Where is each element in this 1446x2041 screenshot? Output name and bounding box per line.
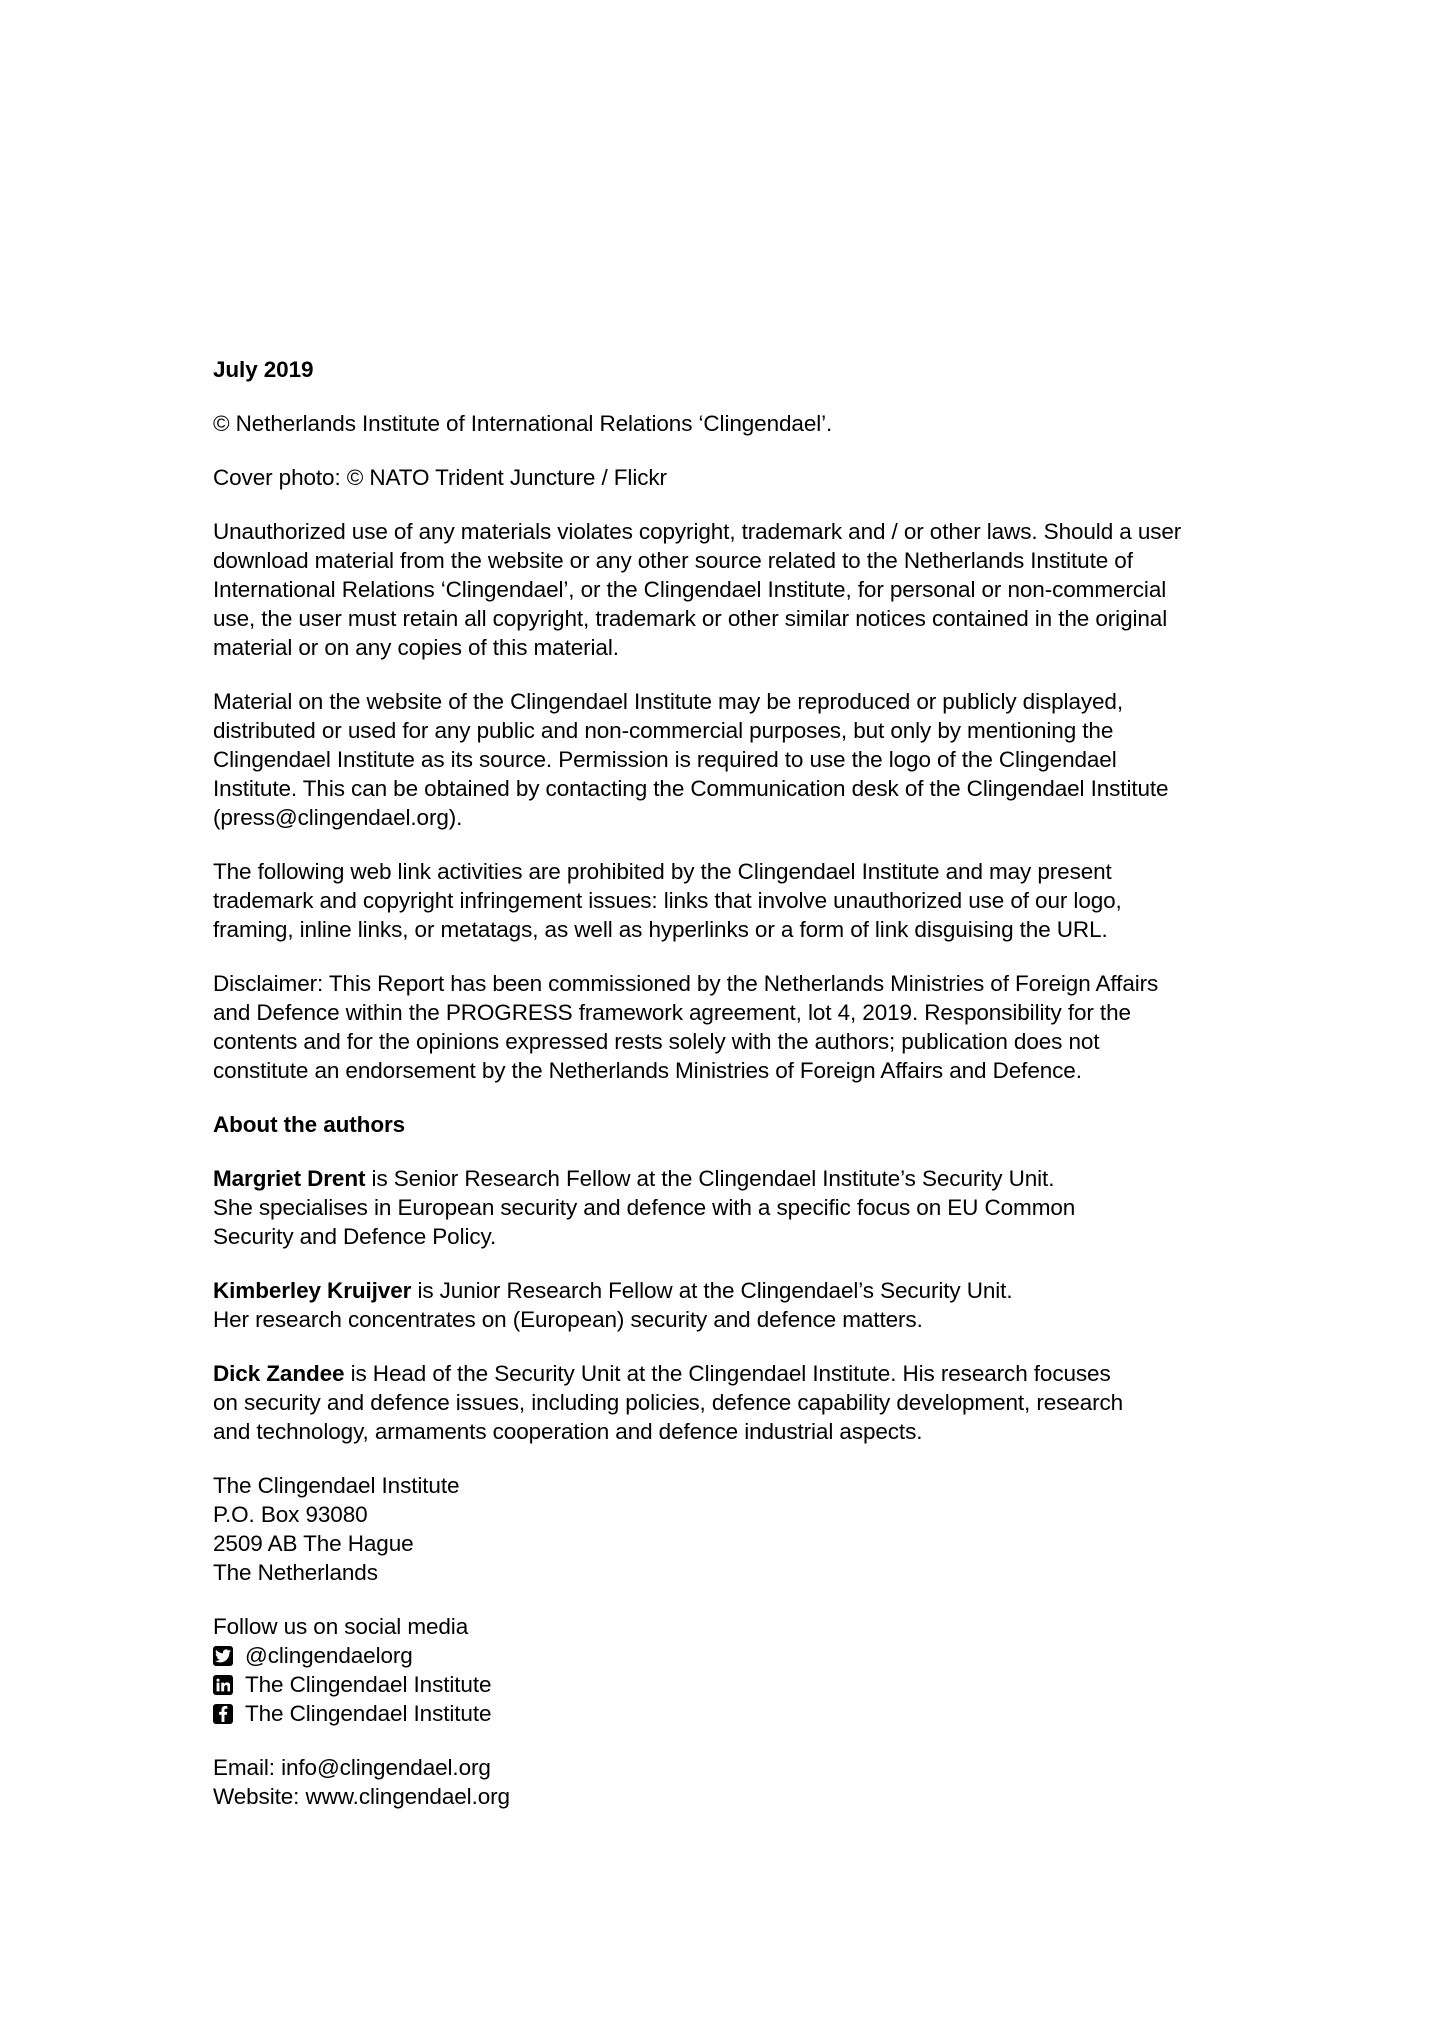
paragraph-line: International Relations ‘Clingendael’, or the Clingendael Institute, for personal or non-commercial xyxy=(213,577,1167,602)
paragraph-line: material or on any copies of this material. xyxy=(213,635,619,660)
paragraph-line: The following web link activities are prohibited by the Clingendael Institute and may present xyxy=(213,859,1112,884)
address-line: The Netherlands xyxy=(213,1560,378,1585)
date-text: July 2019 xyxy=(213,357,314,382)
paragraph-line: trademark and copyright infringement issues: links that involve unauthorized use of our logo, xyxy=(213,888,1122,913)
author-bio-text: Her research concentrates on (European) security and defence matters. xyxy=(213,1307,923,1332)
author-bio xyxy=(213,1276,1253,1334)
cover-photo-text: Cover photo: © NATO Trident Juncture / Flickr xyxy=(213,465,667,490)
twitter-icon xyxy=(213,1646,233,1666)
social-label: The Clingendael Institute xyxy=(245,1672,492,1697)
publication-date xyxy=(213,355,1253,384)
paragraph-line: contents and for the opinions expressed rests solely with the authors; publication does not xyxy=(213,1029,1100,1054)
social-media xyxy=(213,1612,1253,1728)
address-line: P.O. Box 93080 xyxy=(213,1502,368,1527)
paragraph-line: constitute an endorsement by the Netherlands Ministries of Foreign Affairs and Defence. xyxy=(213,1058,1082,1083)
section-heading: About the authors xyxy=(213,1112,406,1137)
social-label: @clingendaelorg xyxy=(245,1643,413,1668)
linkedin-icon xyxy=(213,1675,233,1695)
email-link[interactable]: Email: info@clingendael.org xyxy=(213,1755,491,1780)
paragraph-line: framing, inline links, or metatags, as well as hyperlinks or a form of link disguising the URL. xyxy=(213,917,1108,942)
author-bio-text: on security and defence issues, including policies, defence capability development, research xyxy=(213,1390,1124,1415)
copyright-notice xyxy=(213,409,1253,438)
paragraph-line: and Defence within the PROGRESS framework agreement, lot 4, 2019. Responsibility for the xyxy=(213,1000,1131,1025)
author-bio-text: is Head of the Security Unit at the Clingendael Institute. His research focuses xyxy=(344,1361,1111,1386)
postal-address xyxy=(213,1471,1253,1587)
author-bio xyxy=(213,1164,1253,1251)
facebook-icon xyxy=(213,1704,233,1724)
material-reuse-paragraph xyxy=(213,687,1253,832)
about-authors-heading xyxy=(213,1110,1253,1139)
disclaimer-paragraph xyxy=(213,969,1253,1085)
author-bio-text: Security and Defence Policy. xyxy=(213,1224,497,1249)
address-line: 2509 AB The Hague xyxy=(213,1531,414,1556)
contact-info xyxy=(213,1753,1253,1811)
paragraph-line: Unauthorized use of any materials violates copyright, trademark and / or other laws. Should a user xyxy=(213,519,1182,544)
paragraph-line: use, the user must retain all copyright, trademark or other similar notices contained in the original xyxy=(213,606,1168,631)
weblink-policy-paragraph xyxy=(213,857,1253,944)
social-twitter-link[interactable] xyxy=(213,1641,1253,1670)
author-name: Margriet Drent xyxy=(213,1166,366,1191)
author-bio-text: is Senior Research Fellow at the Clingendael Institute’s Security Unit. xyxy=(365,1166,1055,1191)
paragraph-line: Institute. This can be obtained by contacting the Communication desk of the Clingendael Institute xyxy=(213,776,1169,801)
copyright-text: © Netherlands Institute of International Relations ‘Clingendael’. xyxy=(213,411,833,436)
social-label: The Clingendael Institute xyxy=(245,1701,492,1726)
social-facebook-link[interactable] xyxy=(213,1699,1253,1728)
paragraph-line: distributed or used for any public and non-commercial purposes, but only by mentioning the xyxy=(213,718,1114,743)
colophon-page xyxy=(213,355,1253,1836)
paragraph-line: Disclaimer: This Report has been commissioned by the Netherlands Ministries of Foreign Affairs xyxy=(213,971,1159,996)
social-linkedin-link[interactable] xyxy=(213,1670,1253,1699)
unauthorized-use-paragraph xyxy=(213,517,1253,662)
author-bio-text: is Junior Research Fellow at the Clingendael’s Security Unit. xyxy=(411,1278,1013,1303)
paragraph-line: Material on the website of the Clingendael Institute may be reproduced or publicly displayed, xyxy=(213,689,1123,714)
social-heading: Follow us on social media xyxy=(213,1614,469,1639)
paragraph-line: Clingendael Institute as its source. Permission is required to use the logo of the Clingendael xyxy=(213,747,1117,772)
author-bio xyxy=(213,1359,1253,1446)
paragraph-line: (press@clingendael.org). xyxy=(213,805,463,830)
author-name: Kimberley Kruijver xyxy=(213,1278,412,1303)
cover-photo-credit xyxy=(213,463,1253,492)
author-bio-text: She specialises in European security and defence with a specific focus on EU Common xyxy=(213,1195,1076,1220)
author-bio-text: and technology, armaments cooperation and defence industrial aspects. xyxy=(213,1419,923,1444)
paragraph-line: download material from the website or any other source related to the Netherlands Institute of xyxy=(213,548,1133,573)
website-link[interactable]: Website: www.clingendael.org xyxy=(213,1784,510,1809)
author-name: Dick Zandee xyxy=(213,1361,345,1386)
address-line: The Clingendael Institute xyxy=(213,1473,460,1498)
